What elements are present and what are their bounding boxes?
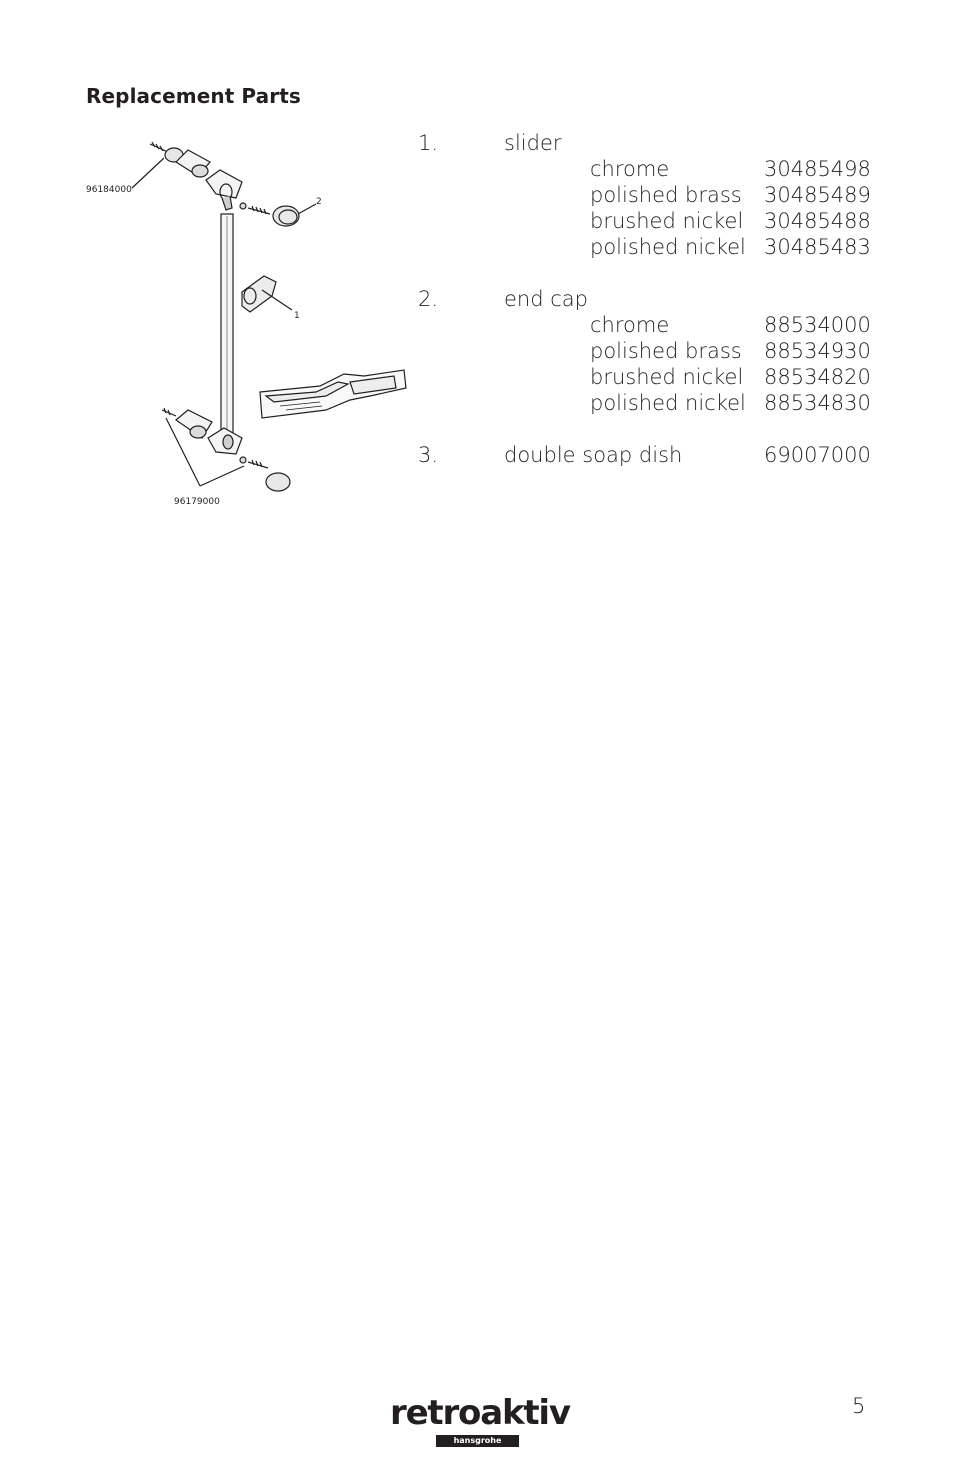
part-number: 2. [418, 287, 439, 311]
callout-2: 2 [316, 197, 322, 207]
variant-code: 30485489 [764, 183, 871, 207]
variant-finish: polished nickel [590, 391, 746, 415]
variant-finish: polished nickel [590, 235, 746, 259]
brand-wordmark: retroaktiv [390, 1393, 570, 1433]
brand-logo [388, 1393, 568, 1449]
variant-code: 88534820 [764, 365, 871, 389]
callout-96179000: 96179000 [174, 497, 220, 507]
variant-code: 88534830 [764, 391, 871, 415]
variant-finish: polished brass [590, 339, 742, 363]
variant-finish: brushed nickel [590, 365, 744, 389]
part-name: double soap dish [504, 443, 683, 467]
variant-finish: chrome [590, 157, 670, 181]
part-number: 3. [418, 443, 439, 467]
variant-finish: brushed nickel [590, 209, 744, 233]
parts-list [0, 0, 954, 520]
part-name: end cap [504, 287, 588, 311]
part-code: 69007000 [764, 443, 871, 467]
variant-code: 30485498 [764, 157, 871, 181]
variant-code: 88534000 [764, 313, 871, 337]
variant-code: 30485488 [764, 209, 871, 233]
sub-brand-bar: hansgrohe [436, 1435, 519, 1447]
variant-code: 88534930 [764, 339, 871, 363]
part-name: slider [504, 131, 562, 155]
page-heading: Replacement Parts [86, 84, 301, 108]
variant-code: 30485483 [764, 235, 871, 259]
page-number: 5 [852, 1394, 866, 1418]
callout-96184000: 96184000 [86, 185, 132, 195]
variant-finish: chrome [590, 313, 670, 337]
part-number: 1. [418, 131, 439, 155]
callout-1: 1 [294, 311, 300, 321]
variant-finish: polished brass [590, 183, 742, 207]
